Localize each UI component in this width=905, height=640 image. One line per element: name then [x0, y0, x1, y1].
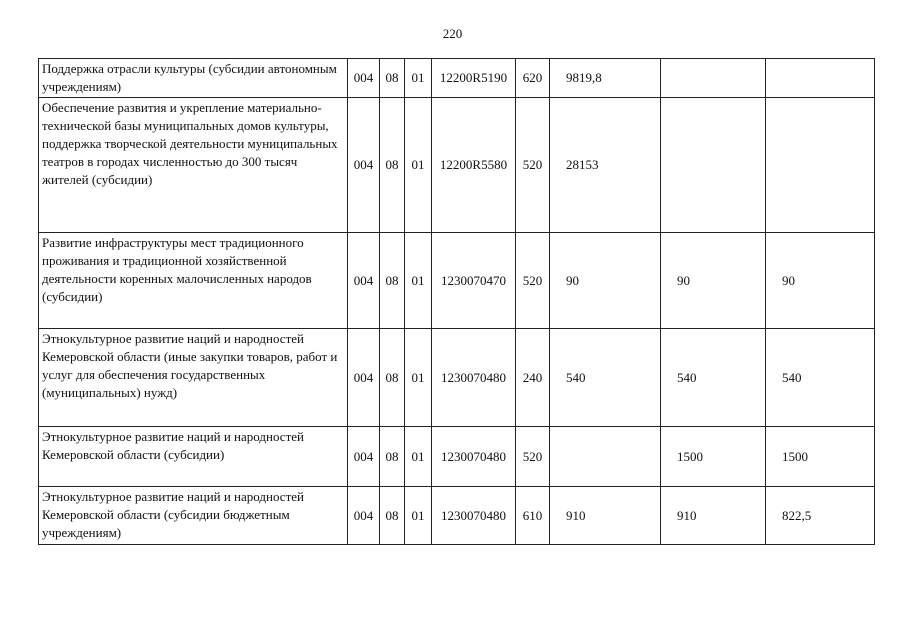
ministry-code: 004: [348, 98, 380, 233]
page-number: 220: [442, 26, 463, 41]
ministry-code: 004: [348, 487, 380, 545]
amount-year-1: 540: [550, 329, 661, 427]
amount-year-3: [766, 59, 875, 98]
section-code: 08: [380, 427, 405, 487]
amount-year-2: [661, 59, 766, 98]
table-row: [39, 329, 875, 427]
expense-type-code: 520: [516, 233, 550, 329]
table-row: [39, 233, 875, 329]
section-code: 08: [380, 98, 405, 233]
amount-year-2: [661, 98, 766, 233]
amount-year-2: 910: [661, 487, 766, 545]
row-description: Этнокультурное развитие наций и народностей Кемеровской области (субсидии): [39, 427, 348, 487]
amount-year-3: 90: [766, 233, 875, 329]
amount-year-1: [550, 427, 661, 487]
section-code: 08: [380, 329, 405, 427]
subsection-code: 01: [405, 59, 432, 98]
ministry-code: 004: [348, 329, 380, 427]
expense-type-code: 620: [516, 59, 550, 98]
expense-type-code: 520: [516, 427, 550, 487]
amount-year-1: 90: [550, 233, 661, 329]
ministry-code: 004: [348, 233, 380, 329]
target-code: 12200R5190: [432, 59, 516, 98]
table-row: [39, 487, 875, 545]
subsection-code: 01: [405, 98, 432, 233]
row-description: Развитие инфраструктуры мест традиционного проживания и традиционной хозяйственной деятельности коренных малочисленных народов (субсидии): [39, 233, 348, 329]
target-code: 1230070480: [432, 427, 516, 487]
subsection-code: 01: [405, 329, 432, 427]
amount-year-2: 1500: [661, 427, 766, 487]
section-code: 08: [380, 487, 405, 545]
target-code: 12200R5580: [432, 98, 516, 233]
expense-type-code: 520: [516, 98, 550, 233]
amount-year-1: 28153: [550, 98, 661, 233]
table-row: [39, 59, 875, 98]
amount-year-3: 540: [766, 329, 875, 427]
amount-year-3: 822,5: [766, 487, 875, 545]
table-row: [39, 427, 875, 487]
section-code: 08: [380, 59, 405, 98]
amount-year-3: 1500: [766, 427, 875, 487]
row-description: Обеспечение развития и укрепление материально-технической базы муниципальных домов культуры, поддержка творческой деятельности муниципальных театров в городах численностью до 300 тысяч жителей (субсидии): [39, 98, 348, 233]
amount-year-2: 90: [661, 233, 766, 329]
subsection-code: 01: [405, 233, 432, 329]
amount-year-1: 910: [550, 487, 661, 545]
ministry-code: 004: [348, 59, 380, 98]
subsection-code: 01: [405, 487, 432, 545]
expense-type-code: 240: [516, 329, 550, 427]
row-description: Этнокультурное развитие наций и народностей Кемеровской области (субсидии бюджетным учреждениям): [39, 487, 348, 545]
target-code: 1230070480: [432, 329, 516, 427]
row-description: Этнокультурное развитие наций и народностей Кемеровской области (иные закупки товаров, работ и услуг для обеспечения государственных (муниципальных) нужд): [39, 329, 348, 427]
expense-type-code: 610: [516, 487, 550, 545]
budget-table: [38, 58, 875, 545]
target-code: 1230070470: [432, 233, 516, 329]
row-description: Поддержка отрасли культуры (субсидии автономным учреждениям): [39, 59, 348, 98]
amount-year-3: [766, 98, 875, 233]
amount-year-2: 540: [661, 329, 766, 427]
table-row: [39, 98, 875, 233]
amount-year-1: 9819,8: [550, 59, 661, 98]
ministry-code: 004: [348, 427, 380, 487]
section-code: 08: [380, 233, 405, 329]
target-code: 1230070480: [432, 487, 516, 545]
subsection-code: 01: [405, 427, 432, 487]
